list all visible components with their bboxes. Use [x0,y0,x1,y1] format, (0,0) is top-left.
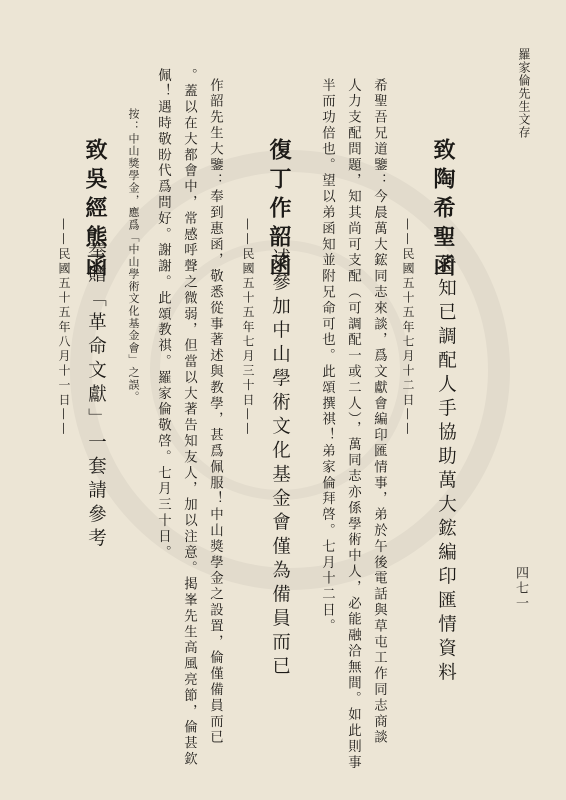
letter-2-line-3: 佩！遇時敬盼代爲問好。謝謝。此頌教祺。羅家倫敬啓。七月三十日。 [155,68,171,561]
letter-2-note: 按：中山獎學金，應爲「中山學術文化基金會」之誤。 [127,108,140,404]
letter-1-subtitle: 告知已調配人手協助萬大鋐編印匯情資料 [435,254,457,686]
letter-1-line-2: 人力支配問題，知其尚可支配（可調配一或二人），萬同志亦係學術中人，必能融洽無間。如此則事 [345,78,361,771]
letter-1-line-3: 半而功倍也。望以弟函知並附兄命可也。此頌撰祺！弟家倫拜啓。七月十二日。 [319,78,335,635]
letter-2-date: ——民國五十五年七月三十日—— [241,218,255,437]
letter-3-subtitle: 奉贈「革命文獻」一套請參考 [85,240,107,552]
letter-1-title: 致陶希聖函 [430,138,456,283]
letter-2-line-2: 。蓋以在大都會中，常感呼聲之微弱，但當以大著告知友人，加以注意。掲峯先生高風亮節，倫甚欽 [181,68,197,768]
letter-3-date: ——民國五十五年八月十一日—— [57,218,71,437]
letter-2-title: 復丁作韶函 [266,138,292,283]
running-head: 羅家倫先生文存 [517,48,531,139]
letter-2-line-1: 作韶先生大鑒：奉到惠函，敬悉從事著述與教學，甚爲佩服！中山獎學金之設置，倫僅備員而已 [207,78,223,746]
letter-1-date: ——民國五十五年七月十二日—— [401,218,415,437]
page-number: 四七一 [513,566,528,611]
letter-3-title: 致吳經熊函 [82,138,108,283]
letter-2-subtitle: 述參加中山學術文化基金會僅為備員而已 [269,248,291,680]
letter-1-line-1: 希聖吾兄道鑒：今晨萬大鋐同志來談，爲文獻會編印匯情事，弟於午後電話與草屯工作同志商談 [371,78,387,746]
